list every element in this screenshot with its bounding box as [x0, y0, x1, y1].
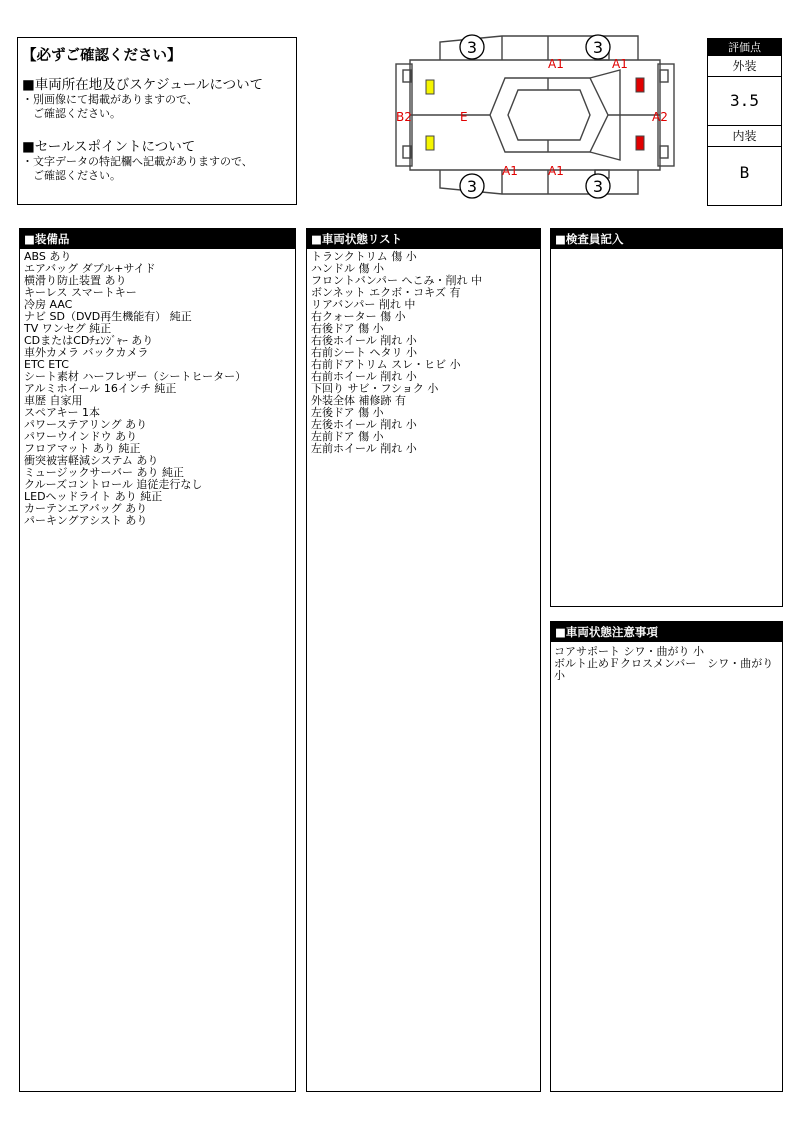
inspector-text — [551, 249, 782, 257]
front-light-bottom — [636, 136, 644, 150]
damage-code-a1-top-left: A1 — [548, 57, 564, 71]
equipment-item: 冷房 AAC — [24, 298, 73, 311]
equipment-item: エアバッグ ダブル+サイド — [24, 262, 156, 275]
caution-line: ボルト止めＦクロスメンバー シワ・曲がり 小 — [554, 657, 785, 682]
grade-box — [707, 38, 782, 206]
equipment-item: キーレス スマートキー — [24, 286, 137, 299]
wheel-mark-front-top: 3 — [592, 38, 604, 57]
damage-code-a1-bottom-left: A1 — [502, 164, 518, 178]
condition-item: 右後ドア 傷 小 — [311, 322, 384, 335]
equipment-item: カーテンエアバッグ あり — [24, 502, 148, 515]
damage-code-a2: A2 — [652, 110, 668, 124]
condition-item: フロントバンパー へこみ・削れ 中 — [311, 274, 483, 287]
inspector-title: ■検査員記入 — [551, 229, 782, 249]
car-outline — [396, 36, 674, 194]
condition-item: 右前ドアトリム スレ・ヒビ 小 — [311, 358, 461, 371]
equipment-item: ミュージックサーバー あり 純正 — [24, 466, 185, 479]
exterior-label: 外装 — [708, 56, 781, 77]
equipment-list — [20, 249, 295, 529]
equipment-item: CDまたはCDﾁｪﾝｼﾞｬｰ あり — [24, 334, 154, 347]
car-damage-diagram — [390, 30, 680, 202]
condition-item: 右前ホイール 削れ 小 — [311, 370, 417, 383]
rear-light-bottom — [426, 136, 434, 150]
equipment-item: スペアキー 1本 — [24, 406, 101, 419]
condition-item: 右後ホイール 削れ 小 — [311, 334, 417, 347]
equipment-item: パワーステアリング あり — [24, 418, 148, 431]
notice-box — [17, 37, 297, 205]
equipment-item: ナビ SD（DVD再生機能有） 純正 — [24, 310, 192, 323]
equipment-title: ■装備品 — [20, 229, 295, 249]
condition-item: 下回り サビ・フショク 小 — [311, 382, 439, 395]
condition-item: リアバンパー 削れ 中 — [311, 298, 416, 311]
caution-line: コアサポート シワ・曲がり 小 — [554, 645, 704, 658]
condition-item: ハンドル 傷 小 — [311, 262, 384, 275]
equipment-item: LEDヘッドライト あり 純正 — [24, 490, 163, 503]
notice-body-location: ・別画像にて掲載がありますので、 ご確認ください。 — [22, 93, 198, 120]
damage-code-e: E — [460, 110, 468, 124]
caution-title: ■車両状態注意事項 — [551, 622, 782, 642]
equipment-item: フロアマット あり 純正 — [24, 442, 141, 455]
equipment-item: パワーウインドウ あり — [24, 430, 138, 443]
notice-body-salespoint: ・文字データの特記欄へ記載がありますので、 ご確認ください。 — [22, 155, 253, 182]
notice-title: 【必ずご確認ください】 — [22, 48, 182, 64]
rear-light-top — [426, 80, 434, 94]
inspector-panel — [550, 228, 783, 607]
condition-item: 左前ドア 傷 小 — [311, 430, 384, 443]
exterior-value: 3.5 — [708, 77, 781, 126]
equipment-item: ABS あり — [24, 250, 72, 263]
condition-item: 右前シート ヘタリ 小 — [311, 346, 417, 359]
grade-title: 評価点 — [708, 39, 781, 56]
equipment-item: シート素材 ハーフレザー（シートヒーター） — [24, 370, 247, 383]
equipment-panel — [19, 228, 296, 1092]
wheel-mark-front-bottom: 3 — [592, 177, 604, 196]
equipment-item: ETC ETC — [24, 358, 69, 371]
equipment-item: TV ワンセグ 純正 — [24, 322, 112, 335]
condition-item: トランクトリム 傷 小 — [311, 250, 417, 263]
equipment-item: 横滑り防止装置 あり — [24, 274, 127, 287]
wheel-mark-rear-bottom: 3 — [466, 177, 478, 196]
interior-value: B — [739, 163, 750, 182]
equipment-item: パーキングアシスト あり — [24, 514, 148, 527]
notice-heading-location: ■車両所在地及びスケジュールについて — [22, 77, 264, 93]
damage-code-a1-top-right: A1 — [612, 57, 628, 71]
damage-code-b2: B2 — [396, 110, 412, 124]
notice-heading-salespoint: ■セールスポイントについて — [22, 139, 196, 155]
equipment-item: 衝突被害軽減システム あり — [24, 454, 159, 467]
condition-item: 右クォーター 傷 小 — [311, 310, 406, 323]
condition-item: 外装全体 補修跡 有 — [311, 394, 406, 407]
equipment-item: アルミホイール 16インチ 純正 — [24, 382, 177, 395]
condition-item: ボンネット エクボ・コキズ 有 — [311, 286, 461, 299]
caution-panel — [550, 621, 783, 1092]
equipment-item: クルーズコントロール 追従走行なし — [24, 478, 203, 491]
condition-item: 左後ドア 傷 小 — [311, 406, 384, 419]
damage-code-a1-bottom-right: A1 — [548, 164, 564, 178]
condition-list-title: ■車両状態リスト — [307, 229, 540, 249]
equipment-item: 車外カメラ バックカメラ — [24, 346, 149, 359]
caution-text — [551, 642, 785, 686]
condition-item: 左後ホイール 削れ 小 — [311, 418, 417, 431]
front-light-top — [636, 78, 644, 92]
condition-item: 左前ホイール 削れ 小 — [311, 442, 417, 455]
wheel-mark-rear-top: 3 — [466, 38, 478, 57]
condition-list-panel — [306, 228, 541, 1092]
equipment-item: 車歴 自家用 — [24, 394, 83, 407]
interior-label: 内装 — [708, 126, 781, 147]
condition-list — [307, 249, 540, 457]
